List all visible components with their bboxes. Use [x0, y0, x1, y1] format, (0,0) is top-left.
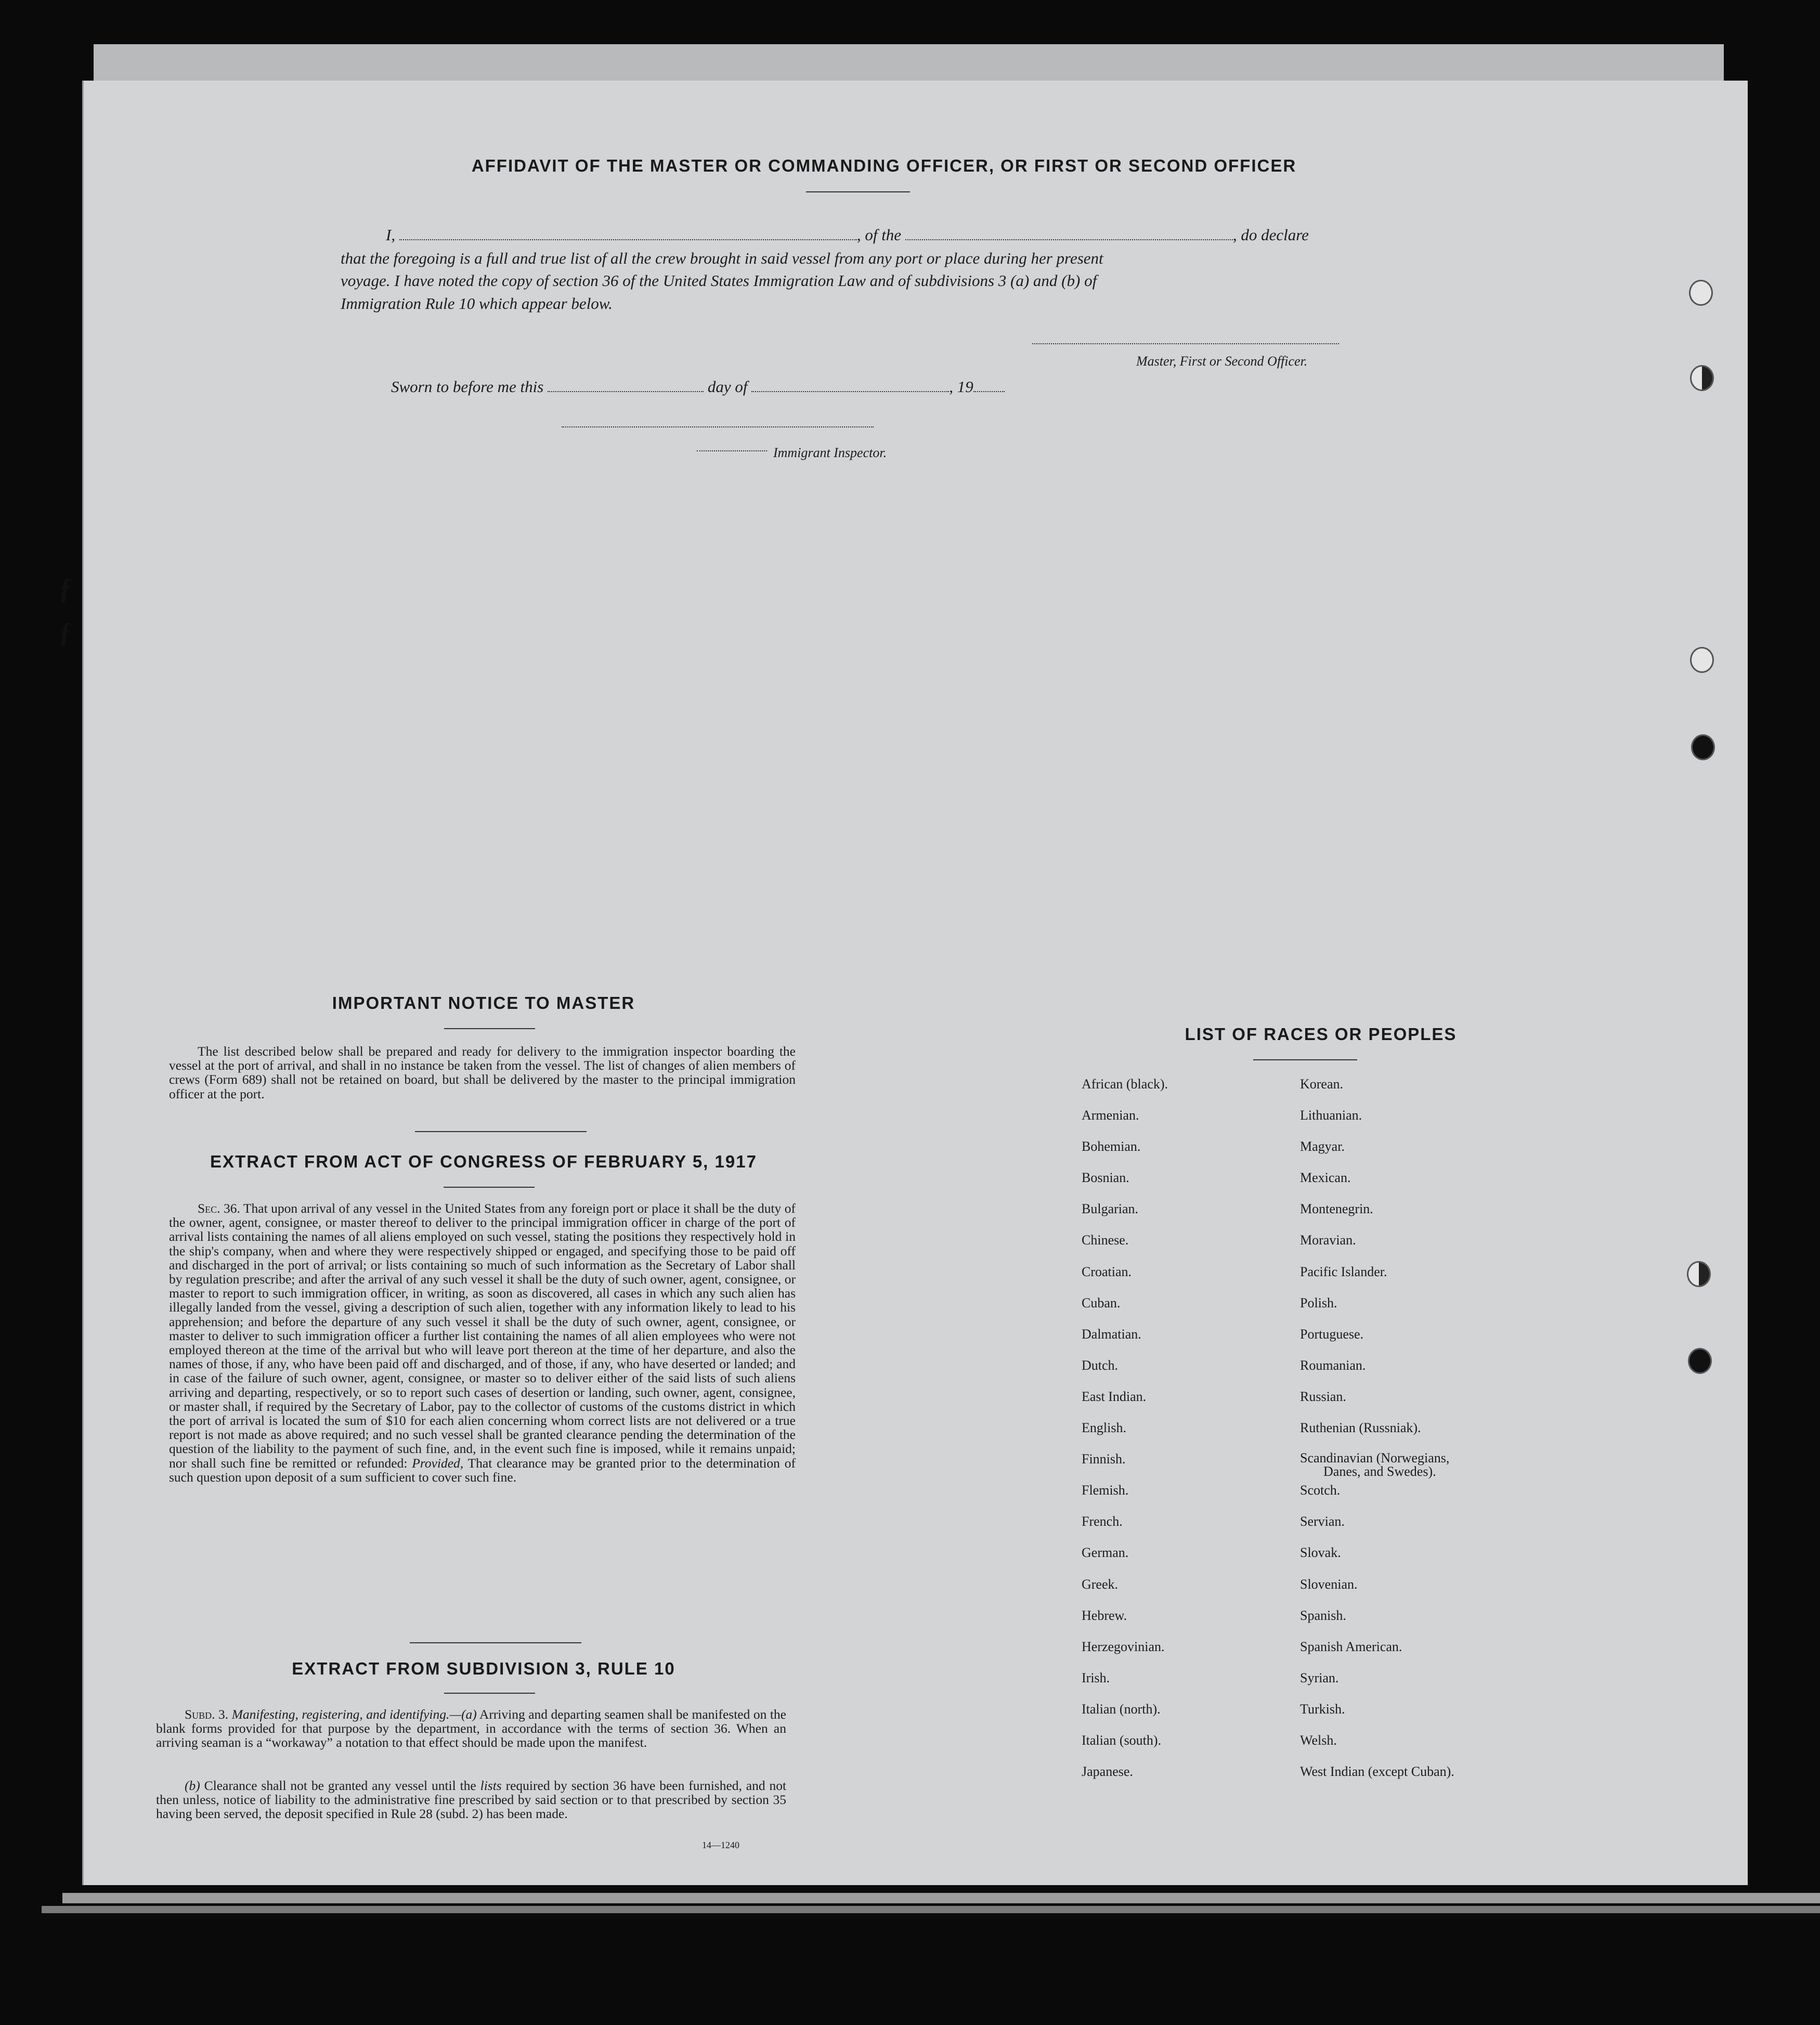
- race-item: Russian.: [1300, 1388, 1346, 1404]
- race-item: Magyar.: [1300, 1139, 1345, 1154]
- race-item: Portuguese.: [1300, 1326, 1364, 1342]
- race-item: African (black).: [1082, 1076, 1168, 1092]
- race-item: Moravian.: [1300, 1232, 1356, 1248]
- act-body: [169, 1201, 796, 1484]
- race-item: Bulgarian.: [1082, 1201, 1139, 1217]
- race-item: German.: [1082, 1545, 1129, 1561]
- notice-title: IMPORTANT NOTICE TO MASTER: [332, 993, 635, 1012]
- race-item: Syrian.: [1300, 1670, 1339, 1685]
- race-item: Armenian.: [1082, 1108, 1139, 1123]
- notice-title-rule: [444, 1028, 535, 1029]
- race-item: Montenegrin.: [1300, 1201, 1373, 1217]
- races-title: LIST OF RACES OR PEOPLES: [1185, 1024, 1457, 1044]
- act-section-label: Sec. 36.: [198, 1201, 240, 1216]
- race-item: Finnish.: [1082, 1451, 1126, 1467]
- races-title-rule: [1253, 1059, 1357, 1060]
- sworn-day-field[interactable]: [548, 391, 704, 392]
- sworn-line: [391, 375, 1005, 398]
- race-item: East Indian.: [1082, 1388, 1147, 1404]
- rule10-subd-b-lists: lists: [480, 1778, 502, 1793]
- margin-mark-2: ƒ: [58, 617, 73, 649]
- race-item-continuation: Danes, and Swedes).: [1323, 1464, 1436, 1479]
- binder-hole-1: [1689, 280, 1713, 306]
- race-item: French.: [1082, 1514, 1123, 1529]
- declarant-prefix: I,: [386, 226, 396, 244]
- declaration-line-1: [386, 224, 1384, 246]
- race-item: Spanish American.: [1300, 1639, 1402, 1654]
- race-item: Italian (south).: [1082, 1732, 1162, 1748]
- race-item: Servian.: [1300, 1514, 1345, 1529]
- sworn-text: Sworn to before me this: [391, 378, 544, 396]
- margin-mark-1: ƒ: [58, 573, 73, 605]
- race-item: Cuban.: [1082, 1295, 1121, 1310]
- rule10-subd-b-label: (b): [185, 1778, 200, 1793]
- day-of-text: day of: [707, 378, 748, 396]
- rule10-subd-italic: Manifesting, registering, and identifying.: [231, 1707, 450, 1722]
- race-item: Welsh.: [1300, 1732, 1337, 1748]
- race-item: Korean.: [1300, 1076, 1344, 1092]
- rule10-subd-b-text-2: required by section 36 have been furnished, and not then unless, notice of liability to the administrative fine prescribed by said section or to that prescribed by section 35 having been served, the deposit specified in Rule 28 (subd. 2) has been made.: [156, 1778, 787, 1822]
- race-item: Scandinavian (Norwegians,: [1300, 1450, 1450, 1466]
- inspector-signature-line-2[interactable]: [697, 450, 767, 451]
- race-item: Bohemian.: [1082, 1139, 1141, 1154]
- form-number: 14—1240: [702, 1840, 739, 1850]
- races-right-column: [1300, 1076, 1560, 1795]
- race-item: Slovak.: [1300, 1545, 1341, 1561]
- declare-text: , do declare: [1232, 226, 1309, 244]
- binder-hole-6: [1688, 1348, 1712, 1374]
- race-item: Hebrew.: [1082, 1607, 1127, 1623]
- act-body-text-1: That upon arrival of any vessel in the United States from any foreign port or place it shall be the duty of the owner, agent, consignee, or master thereof to deliver to the principal immigration officer in charge of the port of arrival lists containing the names of all aliens employed on such vessel, stating the positions they respectively hold in the ship's company, when and where they were respectively shipped or engaged, and specifying those to be paid off and discharged in the port of arrival; or lists containing so much of such information as the Secretary of Labor shall by regulation prescribe; and after the arrival of any such vessel it shall be the duty of such owner, agent, consignee, or master to report to such immigration officer, in writing, as soon as discovered, all cases in which any such alien has illegally landed from the vessel, giving a description of such alien, together with any information likely to lead to his apprehension; and before the departure of any such vessel it shall be the duty of such owner, agent, consignee, or master to deliver to such immigration officer a further list containing the names of all alien employees who were not employed thereon at the time of the arrival but who will leave port thereon at the time of her departure, and also the names of those, if any, who have been paid off and discharged, and of those, if any, who have deserted or landed; and in case of the failure of such owner, agent, consignee, or master so to deliver either of the said lists of such aliens arriving and departing, respectively, or so to report such cases of desertion or landing, such owner, agent, consignee, or master shall, if required by the Secretary of Labor, pay to the collector of customs of the customs district in which the port of arrival is located the sum of $10 for each alien concerning whom correct lists are not delivered or a true report is not made as above required; and no such vessel shall be granted clearance pending the determination of the question of the liability to the payment of such fine, and, in the event such fine is imposed, while it remains unpaid; nor shall such fine be remitted or refunded:: [169, 1201, 796, 1471]
- sheet-edge-lower: [42, 1906, 1820, 1913]
- race-item: Ruthenian (Russniak).: [1300, 1420, 1421, 1436]
- rule10-subd-a: [156, 1707, 786, 1750]
- race-item: Dutch.: [1082, 1357, 1119, 1373]
- sheet-edge: [62, 1893, 1820, 1903]
- race-item: Spanish.: [1300, 1607, 1346, 1623]
- race-item: Croatian.: [1082, 1264, 1132, 1279]
- affidavit-title: AFFIDAVIT OF THE MASTER OR COMMANDING OFFICER, OR FIRST OR SECOND OFFICER: [471, 156, 1297, 175]
- race-item: Bosnian.: [1082, 1170, 1129, 1186]
- rule10-title: EXTRACT FROM SUBDIVISION 3, RULE 10: [292, 1659, 675, 1678]
- races-left-column: [1082, 1076, 1290, 1795]
- race-item: Slovenian.: [1300, 1576, 1358, 1592]
- inspector-signature-field[interactable]: [562, 426, 874, 427]
- year-prefix: , 19: [949, 378, 973, 396]
- race-item: Japanese.: [1082, 1764, 1133, 1780]
- race-item: Chinese.: [1082, 1232, 1129, 1248]
- declarant-name-field[interactable]: [399, 239, 857, 240]
- act-title-rule: [444, 1187, 535, 1188]
- race-item: English.: [1082, 1420, 1126, 1436]
- race-item: Turkish.: [1300, 1701, 1345, 1717]
- race-item: Polish.: [1300, 1295, 1337, 1310]
- affidavit-title-rule: [806, 191, 910, 192]
- rule10-subd-b-text-1: Clearance shall not be granted any vessel until the: [204, 1778, 476, 1793]
- binder-hole-5: [1687, 1261, 1711, 1287]
- declaration-line-3: voyage. I have noted the copy of section 36 of the United States Immigration Law and of subdivisions 3 (a) and (b) of: [341, 271, 1097, 290]
- binder-hole-4: [1691, 734, 1715, 760]
- notice-body: The list described below shall be prepared and ready for delivery to the immigration inspector boarding the vessel at the port of arrival, and shall in no instance be taken from the vessel. The list of changes of alien members of crews (Form 689) shall not be retained on board, but shall be delivered by the master to the principal immigration officer at the port.: [169, 1044, 796, 1101]
- of-the-text: , of the: [856, 226, 902, 244]
- binder-hole-3: [1690, 647, 1714, 673]
- act-divider: [410, 1642, 581, 1643]
- race-item: Lithuanian.: [1300, 1108, 1362, 1123]
- race-item: Pacific Islander.: [1300, 1264, 1387, 1279]
- declaration-line-4: Immigration Rule 10 which appear below.: [341, 294, 613, 313]
- master-signature-caption: Master, First or Second Officer.: [1136, 354, 1308, 369]
- act-title: EXTRACT FROM ACT OF CONGRESS OF FEBRUARY 5, 1917: [210, 1152, 757, 1171]
- race-item: Scotch.: [1300, 1483, 1341, 1498]
- master-signature-field[interactable]: [1032, 343, 1339, 344]
- sworn-year-field[interactable]: [973, 391, 1005, 392]
- rule10-subd-a-text: Arriving and departing seamen shall be manifested on the blank forms provided for that purpose by the department, in accordance with the terms of section 36. When an arriving seaman is a “workaway” a notation to that effect should be made upon the manifest.: [156, 1707, 787, 1750]
- race-item-scandinavian: [1300, 1451, 1560, 1483]
- race-item: Irish.: [1082, 1670, 1110, 1685]
- binder-hole-2: [1690, 365, 1714, 391]
- rule10-subd-label: Subd. 3.: [185, 1707, 229, 1722]
- vessel-name-field[interactable]: [905, 239, 1233, 240]
- race-item: Herzegovinian.: [1082, 1639, 1165, 1654]
- inspector-caption: Immigrant Inspector.: [773, 445, 887, 460]
- race-item: Italian (north).: [1082, 1701, 1161, 1717]
- act-body-text-2: That clearance may be granted prior to the determination of such question upon deposit of a sum sufficient to cover such fine.: [169, 1455, 796, 1485]
- race-item: Mexican.: [1300, 1170, 1351, 1186]
- rule10-subd-a-label: —(a): [449, 1707, 477, 1722]
- race-item: Dalmatian.: [1082, 1326, 1141, 1342]
- sworn-month-field[interactable]: [751, 391, 949, 392]
- declaration-line-2: that the foregoing is a full and true list of all the crew brought in said vessel from any port or place during her present: [341, 249, 1103, 267]
- race-item: Roumanian.: [1300, 1357, 1366, 1373]
- rule10-title-rule: [444, 1693, 535, 1694]
- race-item: Flemish.: [1082, 1483, 1129, 1498]
- act-provided-word: Provided,: [412, 1455, 464, 1471]
- rule10-subd-b: [156, 1779, 786, 1821]
- race-item: West Indian (except Cuban).: [1300, 1764, 1454, 1780]
- race-item: Greek.: [1082, 1576, 1119, 1592]
- notice-divider: [415, 1131, 587, 1132]
